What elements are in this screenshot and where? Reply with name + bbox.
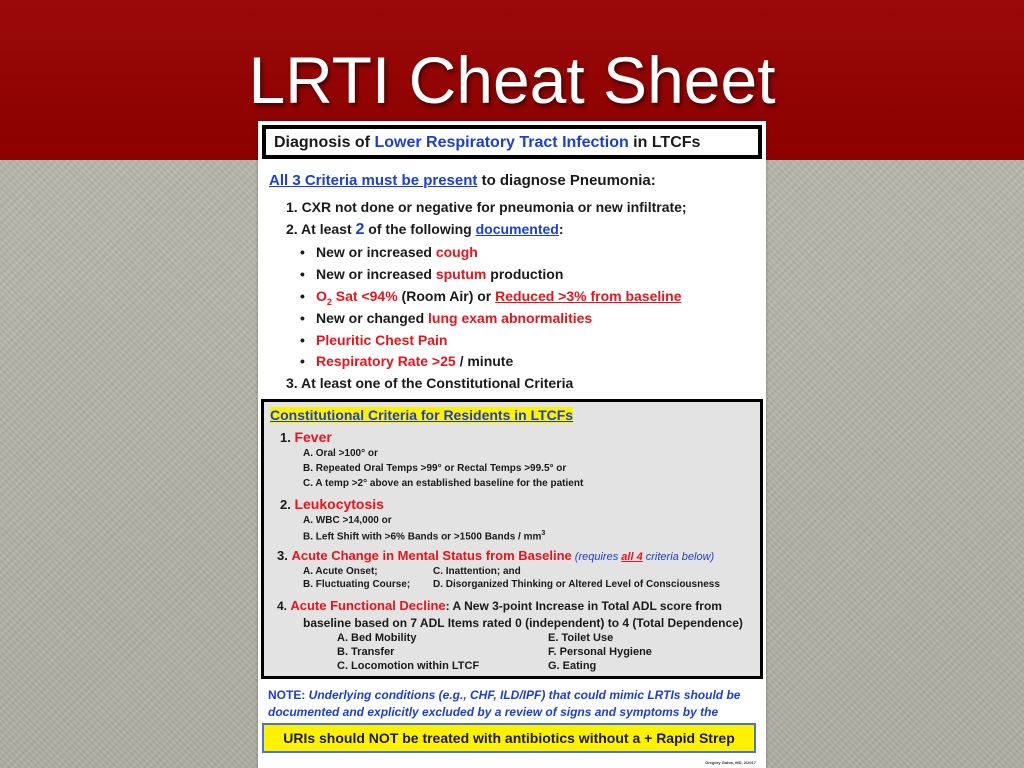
- leuko-label: Leukocytosis: [294, 496, 384, 512]
- criterion-2-number: 2: [355, 221, 365, 238]
- bullet-o2-threshold: Sat <94%: [331, 288, 398, 304]
- bullet-o2-sat: [316, 288, 682, 307]
- criterion-3: 3. At least one of the Constitutional Criteria: [286, 375, 574, 391]
- bullet-sputum-suffix: production: [486, 266, 564, 282]
- bullet-lung-exam: [316, 310, 592, 326]
- fever-heading: [280, 429, 332, 445]
- bullet-cough-prefix: New or increased: [316, 244, 436, 260]
- bullet-resp-rate-suffix: / minute: [455, 353, 514, 369]
- fever-number: 1.: [280, 430, 291, 445]
- adl-f: F. Personal Hygiene: [548, 646, 652, 658]
- cheat-sheet-document: [258, 121, 766, 768]
- uri-warning-box: URIs should NOT be treated with antibiotics without a + Rapid Strep: [262, 723, 756, 753]
- bullet-o2-subscript: 2: [326, 296, 332, 307]
- leuko-heading: [280, 496, 384, 512]
- functional-number: 4.: [277, 599, 288, 613]
- functional-text-2: baseline based on 7 ADL Items rated 0 (independent) to 4 (Total Dependence): [303, 616, 743, 630]
- bullet-resp-rate-term: Respiratory Rate >25: [316, 353, 456, 369]
- header-prefix: Diagnosis of: [274, 134, 375, 151]
- author-credit: Gregory Gahm, MD, 2/2017: [705, 760, 756, 765]
- adl-g: G. Eating: [548, 660, 597, 672]
- bullet-resp-rate: [316, 353, 513, 369]
- mental-label: Acute Change in Mental Status from Baseline: [291, 548, 572, 563]
- leuko-a: A. WBC >14,000 or: [303, 515, 392, 526]
- header-suffix: in LTCFs: [628, 134, 701, 151]
- fever-label: Fever: [294, 429, 332, 445]
- bullet-o2-symbol: O: [316, 288, 327, 304]
- bullet-sputum-term: sputum: [435, 266, 487, 282]
- mental-number: 3.: [277, 548, 288, 563]
- note-label: NOTE:: [268, 688, 306, 702]
- leuko-b-superscript: 3: [541, 530, 546, 537]
- leuko-number: 2.: [280, 497, 291, 512]
- slide-title: LRTI Cheat Sheet: [248, 43, 776, 117]
- bullet-cough: [316, 244, 478, 260]
- leuko-b-text: B. Left Shift with >6% Bands or >1500 Bands / mm: [303, 531, 542, 543]
- criteria-title: [269, 172, 656, 189]
- bullet-sputum-prefix: New or increased: [316, 266, 436, 282]
- mental-req-prefix: (requires: [571, 551, 622, 563]
- bullet-lung-term: lung exam abnormalities: [428, 310, 593, 326]
- constitutional-title: [270, 407, 573, 423]
- mental-c: C. Inattention; and: [433, 566, 521, 577]
- mental-b: B. Fluctuating Course;: [303, 579, 411, 590]
- leuko-b: [303, 530, 545, 542]
- criterion-2-mid: of the following: [364, 221, 476, 237]
- adl-b: B. Transfer: [337, 646, 395, 658]
- header-lrti-term: Lower Respiratory Tract Infection: [374, 134, 629, 151]
- mental-heading: [277, 548, 714, 563]
- bullet-pleuritic: [316, 332, 447, 348]
- criterion-2-prefix: 2. At least: [286, 221, 356, 237]
- criterion-1: 1. CXR not done or negative for pneumonia or new infiltrate;: [286, 199, 687, 215]
- criterion-2-documented: documented: [475, 221, 559, 237]
- fever-c: C. A temp >2° above an established baseline for the patient: [303, 478, 584, 489]
- mental-req-all4: all 4: [621, 551, 643, 563]
- functional-heading: [277, 598, 722, 613]
- bullet-cough-term: cough: [435, 244, 478, 260]
- bullet-o2-mid: (Room Air) or: [397, 288, 496, 304]
- mental-d: D. Disorganized Thinking or Altered Level of Consciousness: [433, 579, 720, 590]
- bullet-lung-prefix: New or changed: [316, 310, 429, 326]
- bullet-pleuritic-term: Pleuritic Chest Pain: [316, 332, 448, 348]
- fever-a: A. Oral >100° or: [303, 448, 378, 459]
- adl-a: A. Bed Mobility: [337, 632, 417, 644]
- adl-e: E. Toilet Use: [548, 632, 614, 644]
- adl-c: C. Locomotion within LTCF: [337, 660, 480, 672]
- functional-text-1: : A New 3-point Increase in Total ADL score from: [445, 599, 722, 613]
- criterion-2-suffix: :: [558, 221, 564, 237]
- document-header: [262, 125, 762, 159]
- mental-req-suffix: criteria below): [642, 551, 715, 563]
- constitutional-title-text: Constitutional Criteria for Residents in LTCFs: [270, 407, 574, 423]
- constitutional-criteria-box: [261, 399, 763, 679]
- bullet-sputum: [316, 266, 563, 282]
- criteria-title-suffix: to diagnose Pneumonia:: [477, 172, 656, 189]
- fever-b: B. Repeated Oral Temps >99° or Rectal Temps >99.5° or: [303, 463, 567, 474]
- mental-a: A. Acute Onset;: [303, 566, 378, 577]
- criteria-title-link: All 3 Criteria must be present: [269, 172, 478, 189]
- functional-label: Acute Functional Decline: [290, 598, 446, 613]
- note-text: Underlying conditions (e.g., CHF, ILD/IPF) that could mimic LRTIs should be documented and explicitly excluded by a review of signs and symptoms by the: [268, 688, 741, 719]
- bullet-o2-reduced: Reduced >3% from baseline: [495, 288, 682, 304]
- criterion-2: [286, 221, 564, 239]
